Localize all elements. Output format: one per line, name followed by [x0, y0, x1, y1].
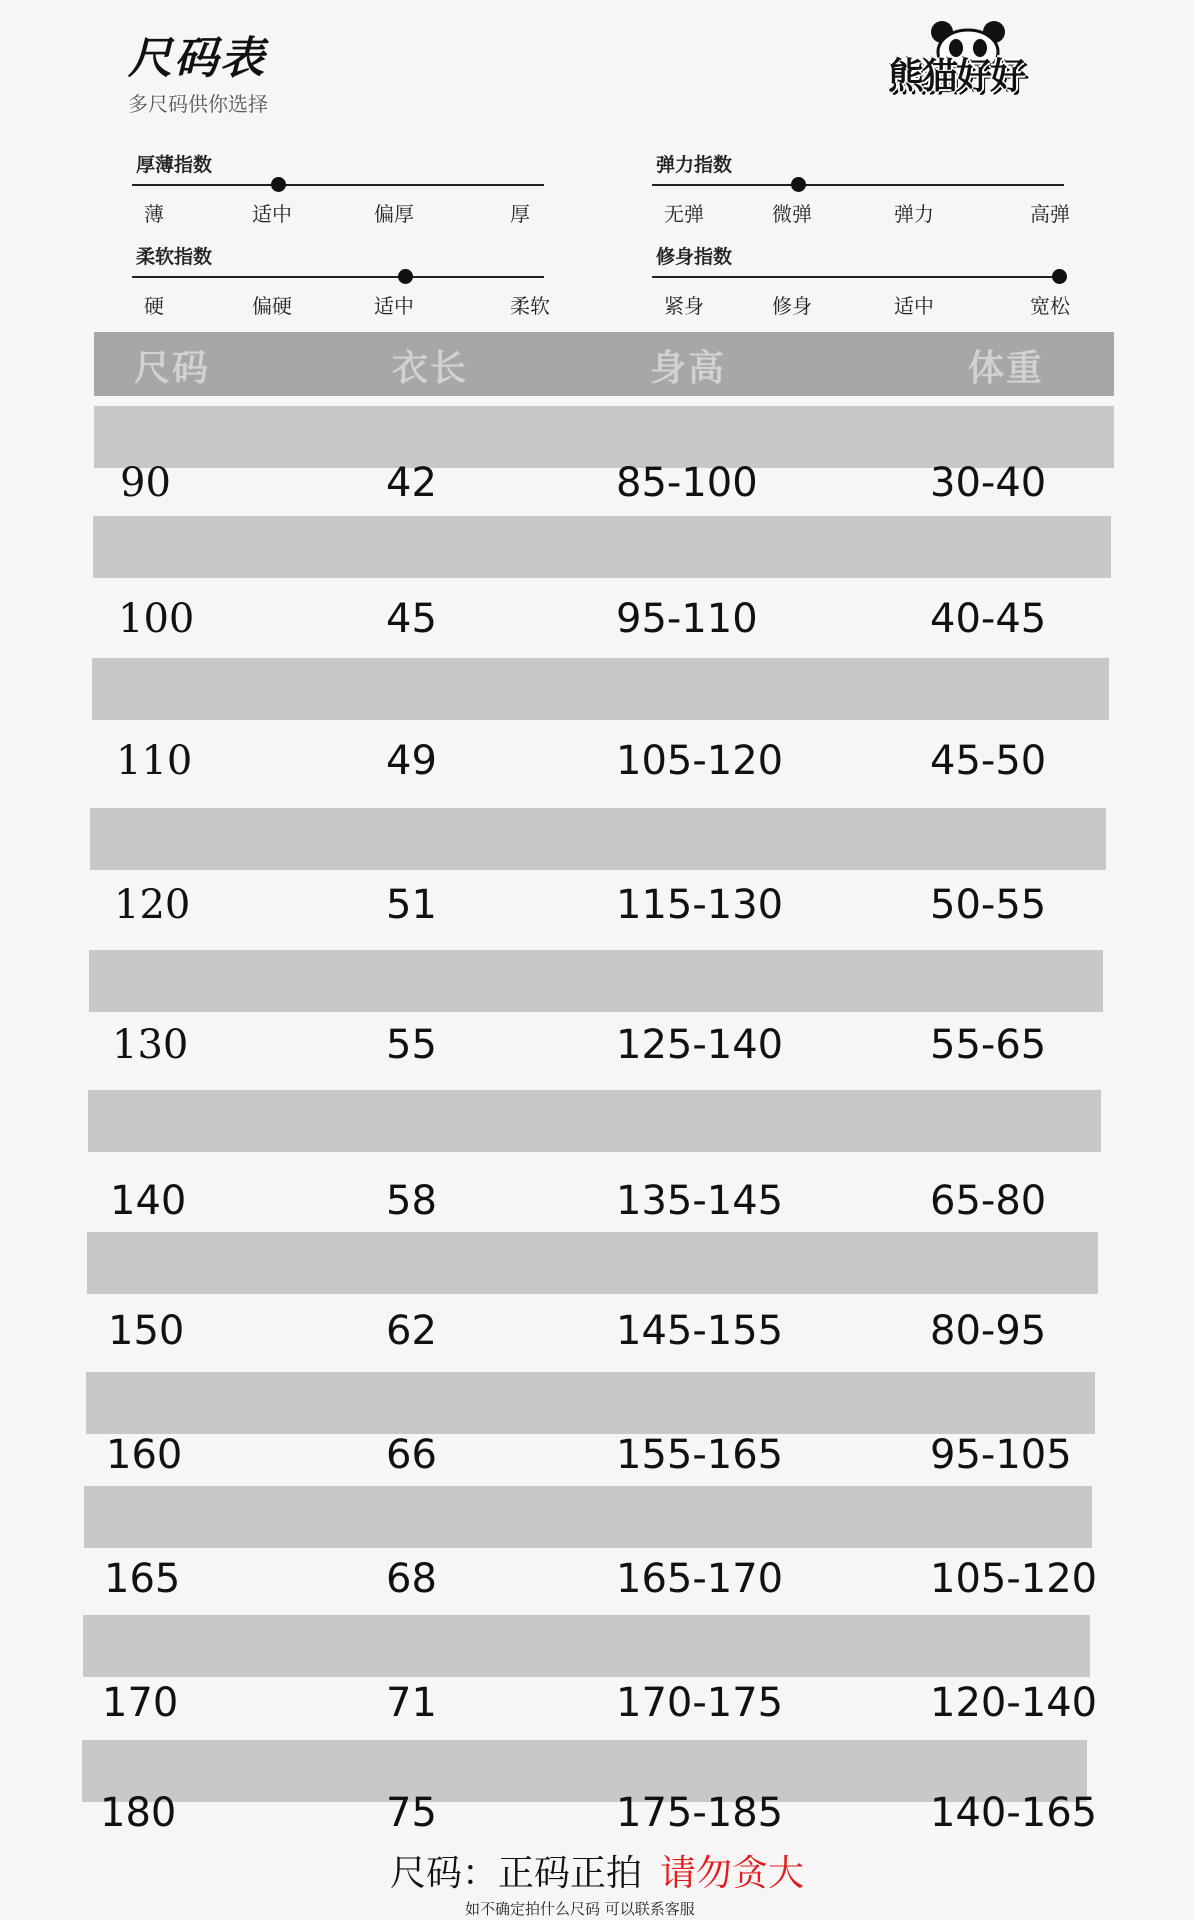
row-stripe — [86, 1372, 1096, 1434]
cell-size: 110 — [116, 738, 193, 784]
row-stripe — [90, 808, 1106, 870]
index-line — [652, 184, 1064, 186]
index-marker — [271, 177, 286, 192]
cell-length: 45 — [386, 596, 437, 642]
cell-height: 85-100 — [616, 460, 758, 506]
index-title: 弹力指数 — [656, 154, 733, 176]
index-label: 适中 — [252, 202, 292, 226]
cell-length: 62 — [386, 1308, 437, 1354]
cell-height: 95-110 — [616, 596, 758, 642]
cell-weight: 65-80 — [930, 1178, 1047, 1224]
index-marker — [398, 269, 413, 284]
cell-weight: 95-105 — [930, 1432, 1072, 1478]
brand-name: 熊猫好好 — [888, 56, 1025, 97]
row-stripe — [83, 1615, 1090, 1677]
cell-weight: 40-45 — [930, 596, 1047, 642]
page-subtitle: 多尺码供你选择 — [128, 92, 268, 116]
index-label: 适中 — [374, 294, 414, 318]
index-scale — [652, 150, 1070, 230]
cell-weight: 50-55 — [930, 882, 1047, 928]
index-label: 微弹 — [772, 202, 812, 226]
footer-contact-note: 如不确定拍什么尺码 可以联系客服 — [465, 1900, 695, 1918]
index-marker — [791, 177, 806, 192]
cell-size: 140 — [110, 1178, 187, 1224]
index-title: 厚薄指数 — [136, 154, 213, 176]
header-size: 尺码 — [134, 348, 211, 389]
cell-size: 150 — [108, 1308, 185, 1354]
cell-size: 90 — [120, 460, 171, 506]
index-line — [132, 276, 544, 278]
header-height: 身高 — [650, 348, 727, 389]
table-header — [94, 332, 1114, 396]
index-label: 弹力 — [894, 202, 934, 226]
cell-length: 42 — [386, 460, 437, 506]
cell-height: 125-140 — [616, 1022, 784, 1068]
cell-weight: 120-140 — [930, 1680, 1098, 1726]
row-stripe — [84, 1486, 1092, 1548]
index-scale — [132, 150, 544, 230]
index-label: 薄 — [144, 202, 164, 226]
index-label: 偏厚 — [374, 202, 414, 226]
index-label: 偏硬 — [252, 294, 292, 318]
cell-size: 180 — [100, 1790, 177, 1836]
footer-note-main — [390, 1845, 804, 1896]
cell-weight: 55-65 — [930, 1022, 1047, 1068]
index-label: 柔软 — [510, 294, 550, 318]
row-stripe — [89, 950, 1103, 1012]
cell-length: 49 — [386, 738, 437, 784]
index-label: 硬 — [144, 294, 164, 318]
cell-length: 68 — [386, 1556, 437, 1602]
footer-warning: 请勿贪大 — [660, 1853, 805, 1894]
cell-height: 105-120 — [616, 738, 784, 784]
cell-length: 75 — [386, 1790, 437, 1836]
cell-size: 130 — [112, 1022, 189, 1068]
row-stripe — [93, 516, 1112, 578]
cell-size: 160 — [106, 1432, 183, 1478]
index-title: 柔软指数 — [136, 246, 213, 268]
cell-size: 120 — [114, 882, 191, 928]
index-label: 高弹 — [1030, 202, 1070, 226]
cell-height: 115-130 — [616, 882, 784, 928]
index-line — [652, 276, 1064, 278]
cell-weight: 45-50 — [930, 738, 1047, 784]
row-stripe — [88, 1090, 1101, 1152]
index-scale — [652, 242, 1070, 322]
footer-fit-text: 尺码：正码正拍 — [390, 1853, 643, 1894]
cell-size: 170 — [102, 1680, 179, 1726]
cell-length: 66 — [386, 1432, 437, 1478]
cell-length: 55 — [386, 1022, 437, 1068]
brand-logo — [880, 18, 1060, 108]
row-stripe — [92, 658, 1109, 720]
cell-length: 51 — [386, 882, 437, 928]
index-label: 修身 — [772, 294, 812, 318]
cell-length: 71 — [386, 1680, 437, 1726]
header-length: 衣长 — [392, 348, 469, 389]
cell-weight: 30-40 — [930, 460, 1047, 506]
cell-size: 165 — [104, 1556, 181, 1602]
cell-weight: 105-120 — [930, 1556, 1098, 1602]
cell-length: 58 — [386, 1178, 437, 1224]
cell-height: 145-155 — [616, 1308, 784, 1354]
index-scale — [132, 242, 550, 322]
page-title: 尺码表 — [128, 33, 266, 84]
header-weight: 体重 — [968, 348, 1045, 389]
index-label: 厚 — [510, 202, 530, 226]
row-stripe — [94, 406, 1114, 468]
cell-height: 170-175 — [616, 1680, 784, 1726]
index-label: 适中 — [894, 294, 934, 318]
cell-size: 100 — [118, 596, 195, 642]
index-label: 宽松 — [1030, 294, 1070, 318]
index-label: 紧身 — [664, 294, 704, 318]
cell-weight: 140-165 — [930, 1790, 1098, 1836]
row-stripe — [87, 1232, 1098, 1294]
cell-weight: 80-95 — [930, 1308, 1047, 1354]
cell-height: 175-185 — [616, 1790, 784, 1836]
index-marker — [1052, 269, 1067, 284]
index-line — [132, 184, 544, 186]
index-label: 无弹 — [664, 202, 704, 226]
cell-height: 155-165 — [616, 1432, 784, 1478]
index-title: 修身指数 — [656, 246, 733, 268]
cell-height: 165-170 — [616, 1556, 784, 1602]
cell-height: 135-145 — [616, 1178, 784, 1224]
